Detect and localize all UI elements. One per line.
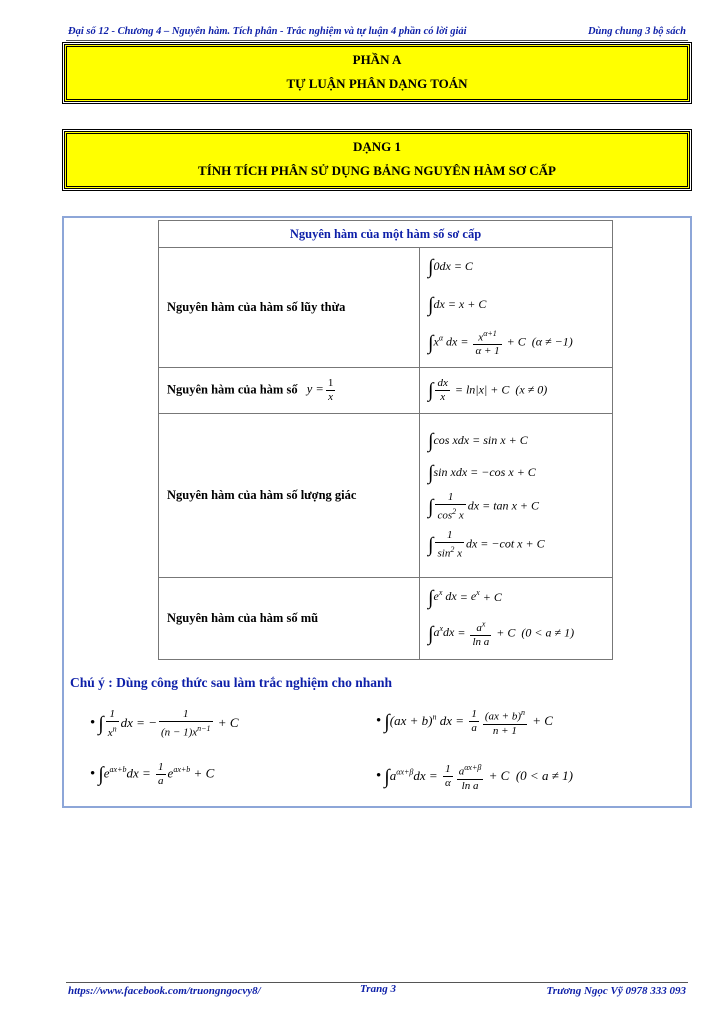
- table-row: [159, 578, 613, 660]
- table-row: [159, 248, 613, 368]
- power-formulas: ∫0dx = C ∫dx = x + C $\int x^\alpha$ dx = $\frac{x^{\alpha+1}}{\alpha + 1}$ + C (α ≠ −1): [420, 248, 613, 368]
- table-heading: Nguyên hàm của một hàm số sơ cấp: [159, 221, 613, 248]
- page-header: [68, 26, 686, 40]
- row-label-trig: Nguyên hàm của hàm số lượng giác: [159, 414, 420, 578]
- row-label-reciprocal: Nguyên hàm của hàm số y = $\frac{1}{x}$: [159, 368, 420, 414]
- header-right: Dùng chung 3 bộ sách: [587, 26, 686, 37]
- part-subtitle: TỰ LUẬN PHÂN DẠNG TOÁN: [286, 76, 468, 91]
- quick-formula-1: • ∫ $\frac{1}{x^n}$ dx = − $\frac{1}{(n - 1)x^{n-1}}$ + C: [90, 708, 239, 739]
- formula-table: [158, 220, 613, 660]
- quick-formula-4: • $\int a^{\alpha x+\beta}dx$ = $\frac{1}{\alpha}$ $a^{\alpha x+\beta}$ ln a + C (0 < a ≠ 1): [376, 763, 573, 792]
- row-label-power: Nguyên hàm của hàm số lũy thừa: [159, 248, 420, 368]
- quick-formula-2: • ∫(ax + b)$^n$ dx = $\frac{1}{a}$ $\frac{(ax + b)^n}{n + 1}$ + C: [376, 708, 553, 737]
- exp-formulas: $\int e^x$ dx = $e^x + C$ $\int a^xdx$ = $\frac{a^x}{\text{ln a}}$ + C (0 < a ≠ 1): [420, 578, 613, 660]
- table-row: [159, 368, 613, 414]
- page-number: Trang 3: [360, 983, 396, 995]
- table-row: [159, 414, 613, 578]
- footer-link[interactable]: https://www.facebook.com/truongngocvy8/: [68, 985, 261, 997]
- note-heading: Chú ý : Dùng công thức sau làm trắc nghiệm cho nhanh: [70, 675, 393, 690]
- quick-formula-3: • $\int e^{ax+b}dx$ = $\frac{1}{a}$ $e^{ax+b} + C$: [90, 761, 215, 787]
- type-banner: [64, 131, 690, 189]
- row-label-exp: Nguyên hàm của hàm số mũ: [159, 578, 420, 660]
- header-divider: [66, 40, 688, 41]
- part-title: PHẦN A: [352, 52, 402, 67]
- header-left: Đại số 12 - Chương 4 – Nguyên hàm. Tích phân - Trắc nghiệm và tự luận 4 phần có lời giải: [68, 26, 467, 37]
- part-banner: [64, 44, 690, 102]
- footer-author: Trương Ngọc Vỹ 0978 333 093: [546, 985, 686, 997]
- type-title: DẠNG 1: [352, 139, 402, 154]
- reciprocal-formula: ∫ $\frac{dx}{x}$ = ln|x| + C (x ≠ 0): [420, 368, 613, 414]
- trig-formulas: ∫cos xdx = sin x + C ∫sin xdx = −cos x + C ∫ $\frac{1}{\cos^2 x}$ dx = tan x + C ∫ $\frac{1}{\sin^2 x}$ dx = −cot x + C: [420, 414, 613, 578]
- type-subtitle: TÍNH TÍCH PHÂN SỬ DỤNG BẢNG NGUYÊN HÀM SƠ CẤP: [198, 163, 556, 178]
